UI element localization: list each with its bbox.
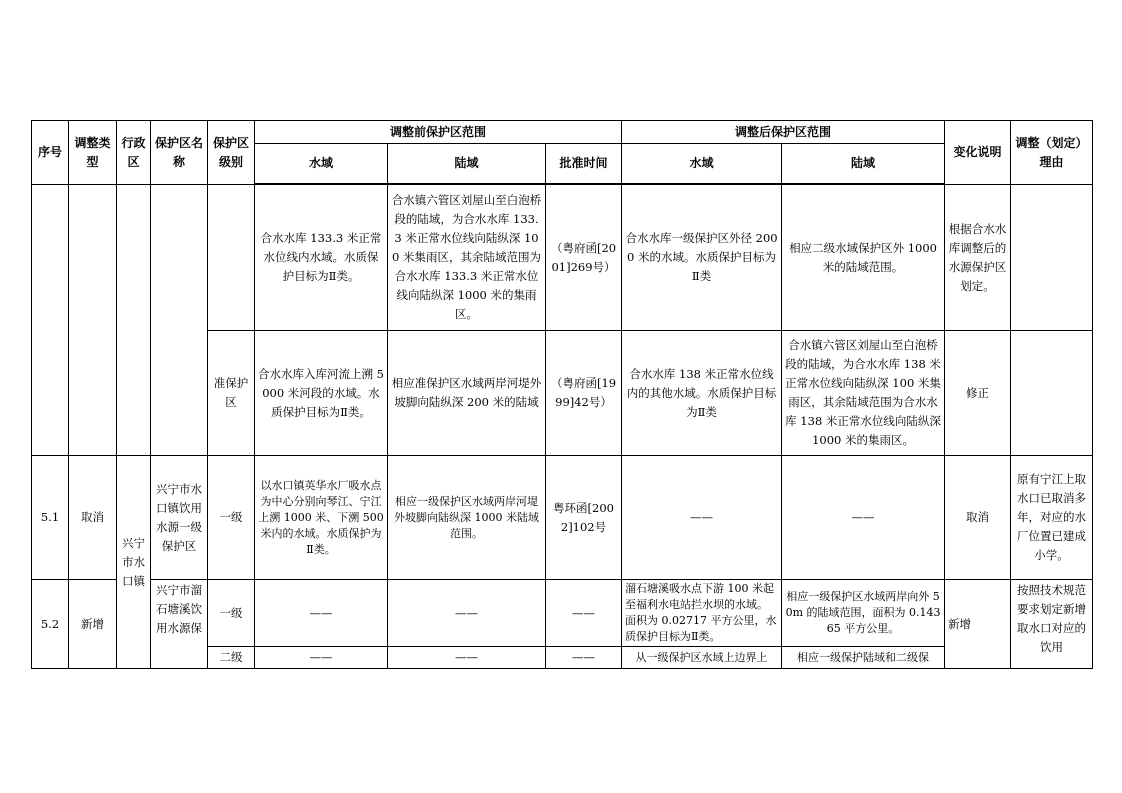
cell-name: 兴宁市水口镇饮用水源一级保护区 (151, 456, 208, 580)
header-admin: 行政区 (117, 121, 151, 185)
header-seq: 序号 (32, 121, 69, 185)
cell-before-water: —— (255, 647, 388, 669)
cell-after-water: 合水水库 138 米正常水位线内的其他水域。水质保护目标为Ⅱ类 (622, 331, 782, 456)
cell-approval: —— (546, 580, 622, 647)
cell-before-land: —— (388, 647, 546, 669)
header-change: 变化说明 (945, 121, 1011, 185)
cell-level: 二级 (208, 647, 255, 669)
cell-after-water: 从一级保护区水域上边界上 (622, 647, 782, 669)
cell-type: 取消 (69, 456, 117, 580)
cell-approval: —— (546, 647, 622, 669)
cell-approval: （粤府函[2001]269号） (546, 185, 622, 331)
header-after-land: 陆域 (782, 144, 945, 184)
cell-name: 兴宁市溜石塘溪饮用水源保 (151, 580, 208, 669)
cell-change: 修正 (945, 331, 1011, 456)
table-row (32, 580, 1093, 647)
cell-after-water: —— (622, 456, 782, 580)
header-approval: 批准时间 (546, 144, 622, 184)
cell-before-water: 以水口镇英华水厂吸水点为中心分别向琴江、宁江上溯 1000 米、下溯 500 米内的水域。水质保护为Ⅱ类。 (255, 456, 388, 580)
header-before-range: 调整前保护区范围 (255, 121, 622, 144)
cell-reason: 按照技术规范要求划定新增取水口对应的饮用 (1011, 580, 1093, 669)
table-row (32, 456, 1093, 580)
cell-after-land: —— (782, 456, 945, 580)
cell-reason (1011, 331, 1093, 456)
header-reason: 调整（划定）理由 (1011, 121, 1093, 185)
cell-after-land: 相应一级保护陆域和二级保 (782, 647, 945, 669)
cell-level (208, 185, 255, 331)
cell-admin: 兴宁市水口镇 (117, 456, 151, 669)
cell-type (69, 185, 117, 456)
header-after-water: 水域 (622, 144, 782, 184)
cell-name (151, 185, 208, 456)
cell-seq: 5.2 (32, 580, 69, 669)
header-level: 保护区级别 (208, 121, 255, 185)
header-name: 保护区名称 (151, 121, 208, 185)
header-type: 调整类型 (69, 121, 117, 185)
cell-level: 一级 (208, 580, 255, 647)
cell-before-water: 合水水库入库河流上溯 5000 米河段的水域。水质保护目标为Ⅱ类。 (255, 331, 388, 456)
cell-reason: 原有宁江上取水口已取消多年，对应的水厂位置已建成小学。 (1011, 456, 1093, 580)
cell-reason (1011, 185, 1093, 331)
cell-after-water: 溜石塘溪吸水点下游 100 米起至福利水电站拦水坝的水域。面积为 0.02717 平方公里，水质保护目标为Ⅱ类。 (622, 580, 782, 647)
cell-before-land: 相应一级保护区水域两岸河堤外坡脚向陆纵深 1000 米陆域范围。 (388, 456, 546, 580)
cell-before-land: —— (388, 580, 546, 647)
cell-after-land: 合水镇六管区刘屋山至白泡桥段的陆域，为合水水库 138 米正常水位线向陆纵深 100 米集雨区，其余陆域范围为合水水库 138 米正常水位线向陆纵深 1000 米的集雨区。 (782, 331, 945, 456)
cell-after-water: 合水水库一级保护区外径 2000 米的水域。水质保护目标为Ⅱ类 (622, 185, 782, 331)
table-row (32, 185, 1093, 331)
cell-before-water: 合水水库 133.3 米正常水位线内水域。水质保护目标为Ⅱ类。 (255, 185, 388, 331)
header-before-land: 陆域 (388, 144, 546, 184)
cell-before-water: —— (255, 580, 388, 647)
cell-before-land: 合水镇六管区刘屋山至白泡桥段的陆域，为合水水库 133.3 米正常水位线向陆纵深 100 米集雨区，其余陆域范围为合水水库 133.3 米正常水位线向陆纵深 1000 米的集雨区。 (388, 185, 546, 331)
cell-approval: （粤府函[1999]42号） (546, 331, 622, 456)
cell-change: 新增 (945, 580, 1011, 669)
cell-admin (117, 185, 151, 456)
cell-seq: 5.1 (32, 456, 69, 580)
cell-level: 准保护区 (208, 331, 255, 456)
cell-after-land: 相应二级水域保护区外 1000 米的陆域范围。 (782, 185, 945, 331)
cell-change: 根据合水水库调整后的水源保护区划定。 (945, 185, 1011, 331)
header-before-water: 水域 (255, 144, 388, 184)
cell-after-land: 相应一级保护区水域两岸向外 50m 的陆域范围，面积为 0.14365 平方公里。 (782, 580, 945, 647)
cell-change: 取消 (945, 456, 1011, 580)
cell-approval: 粤环函[2002]102号 (546, 456, 622, 580)
cell-before-land: 相应准保护区水域两岸河堤外坡脚向陆纵深 200 米的陆域 (388, 331, 546, 456)
cell-type: 新增 (69, 580, 117, 669)
protection-zone-table (31, 120, 1093, 669)
header-after-range: 调整后保护区范围 (622, 121, 945, 144)
cell-seq (32, 185, 69, 456)
cell-level: 一级 (208, 456, 255, 580)
